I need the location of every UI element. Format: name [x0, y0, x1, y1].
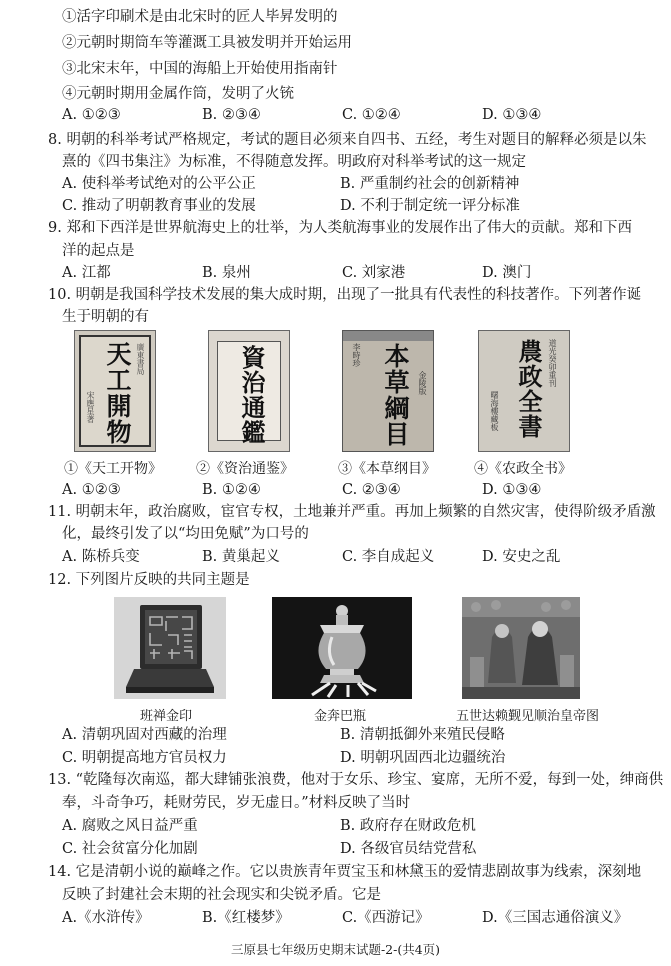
book-4-cover-title: 農政全書	[514, 339, 543, 439]
q8-option-c: C. 推动了明朝教育事业的发展	[62, 198, 256, 214]
q14-option-d: D.《三国志通俗演义》	[482, 910, 629, 926]
q7-option-b: B. ②③④	[202, 107, 261, 123]
q9-option-a: A. 江都	[62, 265, 111, 281]
q14-option-c: C.《西游记》	[342, 910, 430, 926]
seal-icon	[114, 597, 226, 699]
q7-options	[62, 105, 622, 125]
q14-stem-line-2: 反映了封建社会末期的社会现实和尖锐矛盾。它是	[62, 887, 381, 903]
book-3-cover-title: 本草綱目	[381, 343, 410, 447]
q7-item-1: ①活字印刷术是由北宋时的匠人毕昇发明的	[62, 9, 338, 25]
book-2-caption: ②《资治通鉴》	[196, 461, 294, 477]
q12-option-d: D. 明朝巩固西北边疆统治	[340, 750, 506, 766]
book-4-side-right: 道光癸卯重刊	[548, 339, 557, 387]
q7-option-c: C. ①②④	[342, 107, 401, 123]
q8-option-b: B. 严重制约社会的创新精神	[340, 176, 520, 192]
q10-option-d: D. ①③④	[482, 482, 542, 498]
q10-options	[62, 480, 622, 500]
q11-stem-line-2: 化，最终引发了以“均田免赋”为口号的	[62, 526, 309, 542]
q9-option-b: B. 泉州	[202, 265, 251, 281]
q12-option-a: A. 清朝巩固对西藏的治理	[62, 727, 227, 743]
q14-option-b: B.《红楼梦》	[202, 910, 290, 926]
q13-option-c: C. 社会贫富分化加剧	[62, 841, 198, 857]
q10-option-c: C. ②③④	[342, 482, 401, 498]
q12-option-c: C. 明朝提高地方官员权力	[62, 750, 227, 766]
panchen-golden-seal-image	[114, 597, 226, 699]
q13-option-b: B. 政府存在财政危机	[340, 818, 476, 834]
q8-option-a: A. 使科举考试绝对的公平公正	[62, 176, 256, 192]
q8-option-d: D. 不利于制定统一评分标准	[340, 198, 520, 214]
book-1-side-right: 廣東書局	[136, 343, 145, 375]
dalai-lama-mural-caption: 五世达赖觐见顺治皇帝图	[456, 709, 600, 724]
golden-urn-caption: 金奔巴瓶	[314, 709, 367, 724]
q9-option-c: C. 刘家港	[342, 265, 406, 281]
q12-options-row-2	[62, 748, 622, 768]
q7-item-4: ④元朝时期用金属作筒，发明了火铳	[62, 86, 294, 102]
book-4-caption: ④《农政全书》	[474, 461, 572, 477]
mural-icon	[462, 597, 580, 699]
q8-stem-line-1: 8. 明朝的科举考试严格规定，考试的题目必须来自四书、五经，考生对题目的解释必须是以朱	[48, 132, 647, 148]
q8-options-row-2	[62, 196, 622, 216]
book-2-cover-title: 資治通鑑	[237, 345, 266, 445]
q12-option-b: B. 清朝抵御外来殖民侵略	[340, 727, 505, 743]
q12-options-row-1	[62, 725, 622, 745]
q8-options-row-1	[62, 174, 622, 194]
q9-stem-line-1: 9. 郑和下西洋是世界航海史上的壮举，为人类航海事业的发展作出了伟大的贡献。郑和下西	[48, 220, 632, 236]
golden-urn-image	[272, 597, 412, 699]
q13-options-row-2	[62, 839, 622, 859]
panchen-seal-caption: 班禅金印	[140, 709, 193, 724]
q7-option-d: D. ①③④	[482, 107, 542, 123]
q13-stem-line-2: 奉，斗奇争巧，耗财劳民，岁无虚日。”材料反映了当时	[62, 795, 411, 811]
q10-option-b: B. ①②④	[202, 482, 261, 498]
q11-option-b: B. 黄巢起义	[202, 549, 280, 565]
book-nongzheng-quanshu-image	[478, 330, 570, 452]
book-3-side-right: 金陵版	[418, 371, 427, 395]
q11-options	[62, 547, 622, 567]
book-tiangong-kaiwu-image	[74, 330, 156, 452]
golden-urn-icon	[272, 597, 412, 699]
q14-options	[62, 908, 642, 928]
q7-item-2: ②元朝时期筒车等灌溉工具被发明并开始运用	[62, 35, 352, 51]
q10-option-a: A. ①②③	[62, 482, 121, 498]
q7-option-a: A. ①②③	[62, 107, 121, 123]
book-3-caption: ③《本草纲目》	[338, 461, 436, 477]
q14-stem-line-1: 14. 它是清朝小说的巅峰之作。它以贵族青年贾宝玉和林黛玉的爱情悲剧故事为线索，深刻地	[48, 864, 642, 880]
q8-stem-line-2: 熹的《四书集注》为标准，不得随意发挥。明政府对科举考试的这一规定	[62, 154, 526, 170]
fifth-dalai-lama-mural-image	[462, 597, 580, 699]
q11-stem-line-1: 11. 明朝末年，政治腐败，宦官专权，土地兼并严重。再加上频繁的自然灾害，使得阶级矛盾激	[48, 504, 656, 520]
book-bencao-gangmu-image	[342, 330, 434, 452]
page-footer: 三原县七年级历史期末试题-2-(共4页)	[230, 942, 441, 957]
book-zizhi-tongjian-image	[208, 330, 290, 452]
book-4-side-left: 曙海樓藏板	[490, 391, 499, 431]
q9-option-d: D. 澳门	[482, 265, 532, 281]
q7-item-3: ③北宋末年，中国的海船上开始使用指南针	[62, 61, 338, 77]
book-1-cover-title: 天工開物	[103, 341, 132, 445]
q10-stem-line-2: 生于明朝的有	[62, 309, 149, 325]
book-3-side-left: 李時珍	[352, 343, 361, 367]
q9-stem-line-2: 洋的起点是	[62, 243, 135, 259]
q10-stem-line-1: 10. 明朝是我国科学技术发展的集大成时期，出现了一批具有代表性的科技著作。下列著作诞	[48, 287, 642, 303]
q9-options	[62, 263, 622, 283]
book-1-caption: ①《天工开物》	[64, 461, 162, 477]
q11-option-d: D. 安史之乱	[482, 549, 561, 565]
q11-option-c: C. 李自成起义	[342, 549, 435, 565]
q11-option-a: A. 陈桥兵变	[62, 549, 140, 565]
q13-option-a: A. 腐败之风日益严重	[62, 818, 198, 834]
q14-option-a: A.《水浒传》	[62, 910, 150, 926]
q12-stem: 12. 下列图片反映的共同主题是	[48, 572, 250, 588]
book-1-side-left: 宋應星著	[86, 391, 95, 423]
q13-options-row-1	[62, 816, 622, 836]
q13-option-d: D. 各级官员结党营私	[340, 841, 477, 857]
q13-stem-line-1: 13. “乾隆每次南巡，都大肆铺张浪费，他对于女乐、珍宝、宴席，无所不爱，每到一处，绅商供	[48, 772, 664, 788]
